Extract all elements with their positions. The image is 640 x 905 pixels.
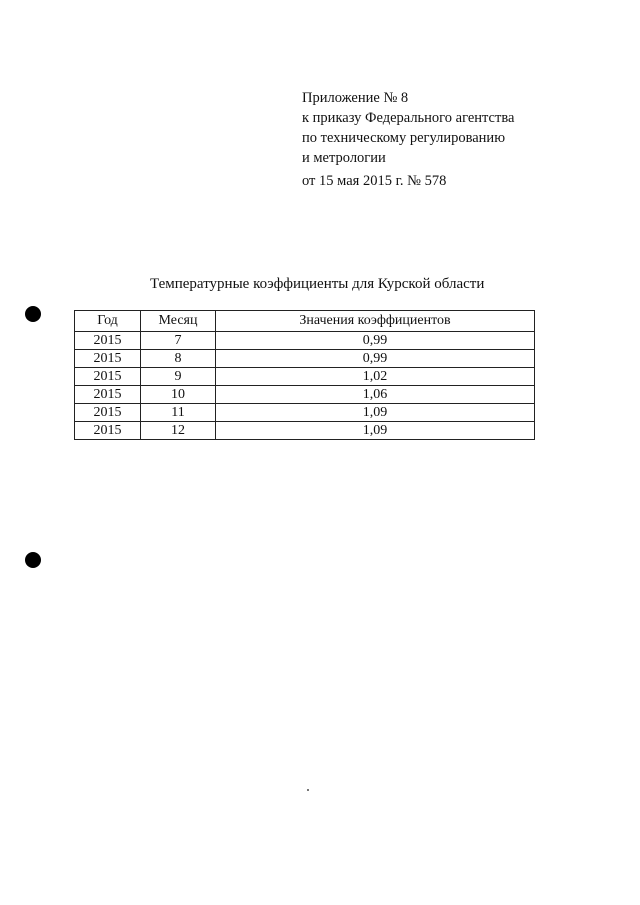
table-row bbox=[75, 350, 535, 368]
table-header-row bbox=[75, 311, 535, 332]
cell-year: 2015 bbox=[75, 422, 141, 440]
column-header-year: Год bbox=[75, 311, 141, 332]
cell-month: 8 bbox=[141, 350, 216, 368]
cell-value: 1,09 bbox=[216, 422, 535, 440]
appendix-header bbox=[302, 88, 514, 191]
cell-month: 12 bbox=[141, 422, 216, 440]
cell-month: 7 bbox=[141, 332, 216, 350]
cell-value: 0,99 bbox=[216, 332, 535, 350]
cell-year: 2015 bbox=[75, 332, 141, 350]
coefficients-table bbox=[74, 310, 535, 440]
cell-value: 1,09 bbox=[216, 404, 535, 422]
table-row bbox=[75, 422, 535, 440]
cell-month: 11 bbox=[141, 404, 216, 422]
punch-hole-bottom bbox=[25, 552, 41, 568]
order-date: от 15 мая 2015 г. № 578 bbox=[302, 173, 447, 189]
table-row bbox=[75, 368, 535, 386]
cell-year: 2015 bbox=[75, 386, 141, 404]
cell-month: 10 bbox=[141, 386, 216, 404]
scan-speck bbox=[307, 789, 309, 791]
punch-hole-top bbox=[25, 306, 41, 322]
cell-year: 2015 bbox=[75, 368, 141, 386]
table-row bbox=[75, 332, 535, 350]
column-header-month: Месяц bbox=[141, 311, 216, 332]
table-row bbox=[75, 404, 535, 422]
appendix-number: Приложение № 8 bbox=[302, 90, 409, 106]
cell-year: 2015 bbox=[75, 404, 141, 422]
table-row bbox=[75, 386, 535, 404]
column-header-value: Значения коэффициентов bbox=[216, 311, 535, 332]
order-reference-line: к приказу Федерального агентства bbox=[302, 110, 515, 126]
order-reference-line: по техническому регулированию bbox=[302, 130, 506, 146]
cell-year: 2015 bbox=[75, 350, 141, 368]
cell-value: 1,06 bbox=[216, 386, 535, 404]
cell-value: 1,02 bbox=[216, 368, 535, 386]
order-reference-line: и метрологии bbox=[302, 150, 386, 166]
cell-value: 0,99 bbox=[216, 350, 535, 368]
cell-month: 9 bbox=[141, 368, 216, 386]
table-title: Температурные коэффициенты для Курской области bbox=[150, 276, 485, 292]
